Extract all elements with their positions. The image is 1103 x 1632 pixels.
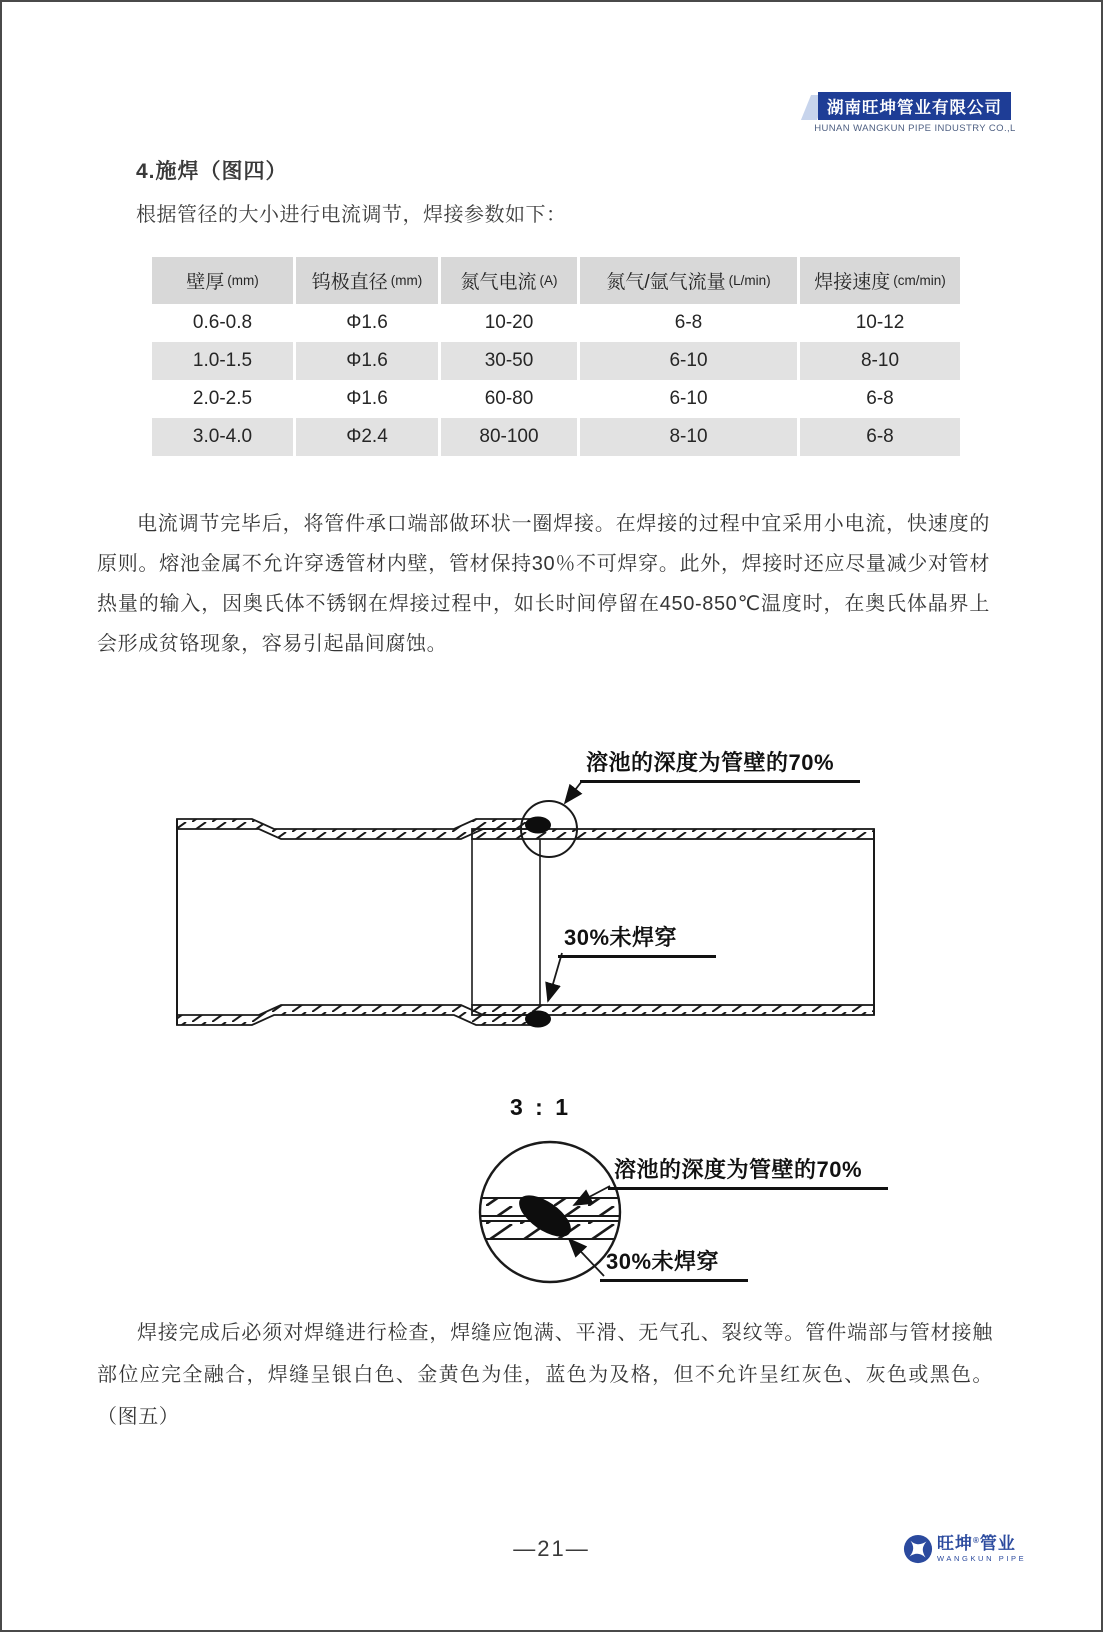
table-cell: 8-10: [580, 418, 797, 456]
figure-weld-diagram: [112, 702, 992, 1302]
table-header-nitrogen-current: 氮气电流 (A): [441, 257, 577, 304]
label-detail-scale-3to1: 3 : 1: [510, 1094, 572, 1120]
table-cell: 6-10: [580, 380, 797, 418]
weld-pool-bottom: [525, 1011, 551, 1028]
company-name-banner: [818, 92, 1011, 120]
detail-label-30pct-not-welded: 30%未焊穿: [600, 1245, 748, 1282]
table-cell: 6-8: [800, 418, 960, 456]
label-weld-depth-70pct: 溶池的深度为管壁的70%: [580, 746, 860, 783]
table-header-welding-speed: 焊接速度 (cm/min): [800, 257, 960, 304]
table-cell: 8-10: [800, 342, 960, 380]
section-intro: 根据管径的大小进行电流调节，焊接参数如下：: [136, 204, 567, 226]
paragraph-weld-inspection: 焊接完成后必须对焊缝进行检查，焊缝应饱满、平滑、无气孔、裂纹等。管件端部与管材接触部位应完全融合，焊缝呈银白色、金黄色为佳，蓝色为及格，但不允许呈红灰色、灰色或黑色。（图五）: [97, 1322, 993, 1428]
pipe-joint-main-view: [177, 781, 874, 1028]
pipe-section-drawing: [112, 702, 992, 1302]
table-cell: 0.6-0.8: [152, 304, 293, 342]
table-cell: 30-50: [441, 342, 577, 380]
registered-mark: ®: [973, 1536, 980, 1546]
section-title: 4.施焊（图四）: [136, 160, 288, 183]
table-cell: Φ1.6: [296, 380, 438, 418]
table-cell: Φ1.6: [296, 342, 438, 380]
wangkun-logo-icon: [903, 1534, 933, 1564]
table-cell: 3.0-4.0: [152, 418, 293, 456]
footer-logo-name-en: WANGKUN PIPE: [937, 1554, 1027, 1564]
footer-logo-text: [937, 1535, 1026, 1563]
welding-parameters-table: [152, 257, 960, 456]
company-name-en: HUNAN WANGKUN PIPE INDUSTRY CO.,L: [814, 123, 1016, 134]
table-cell: 80-100: [441, 418, 577, 456]
page-number: —21—: [513, 1536, 590, 1561]
paragraph-welding-procedure: 电流调节完毕后，将管件承口端部做环状一圈焊接。在焊接的过程中宜采用小电流，快速度的原则。熔池金属不允许穿透管材内壁，管材保持30％不可焊穿。此外，焊接时还应尽量减少对管材热量的输入，因奥氏体不锈钢在焊接过程中，如长时间停留在450-850℃温度时，在奥氏体晶界上会形成贫铬现象，容易引起晶间腐蚀。: [97, 513, 990, 655]
detail-label-weld-depth-70pct: 溶池的深度为管壁的70%: [608, 1153, 888, 1190]
table-cell: 2.0-2.5: [152, 380, 293, 418]
table-cell: 1.0-1.5: [152, 342, 293, 380]
leader-weld-depth: [565, 781, 582, 803]
footer-logo: [903, 1534, 1026, 1564]
table-cell: 6-10: [580, 342, 797, 380]
table-cell: 10-20: [441, 304, 577, 342]
table-cell: Φ2.4: [296, 418, 438, 456]
table-header-electrode-diameter: 钨极直径 (mm): [296, 257, 438, 304]
company-name-cn: 湖南旺坤管业有限公司: [827, 99, 1002, 117]
leader-not-welded: [548, 953, 562, 1001]
weld-pool-top: [525, 817, 551, 834]
footer-logo-name-cn: 旺坤®管业: [937, 1534, 1016, 1554]
table-cell: 60-80: [441, 380, 577, 418]
table-cell: 6-8: [580, 304, 797, 342]
table-cell: 6-8: [800, 380, 960, 418]
table-cell: 10-12: [800, 304, 960, 342]
table-header-gas-flow: 氮气/氩气流量 (L/min): [580, 257, 797, 304]
company-brand-header: [808, 92, 1018, 134]
table-cell: Φ1.6: [296, 304, 438, 342]
label-30pct-not-welded: 30%未焊穿: [558, 921, 716, 958]
table-header-wall-thickness: 壁厚 (mm): [152, 257, 293, 304]
